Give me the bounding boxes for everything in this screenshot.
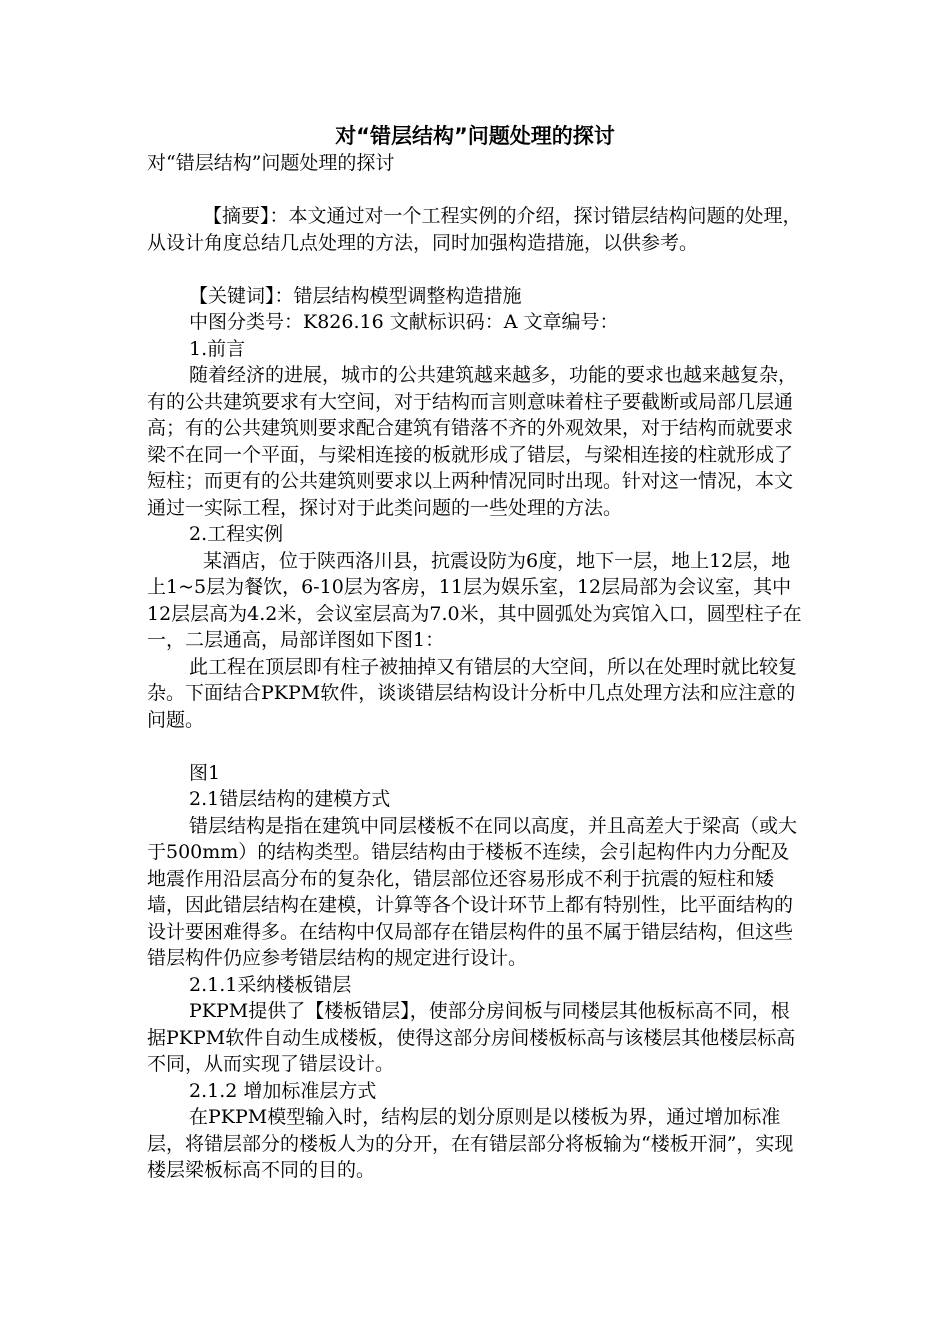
- section-2-paragraph-1: 某酒店，位于陕西洛川县，抗震设防为6度，地下一层，地上12层，地上1~5层为餐饮，6-10层为客房，11层为娱乐室，12层局部为会议室，其中12层层高为4.2米，会议室层高为7.0米，其中圆弧处为宾馆入口，圆型柱子在一，二层通高，局部详图如下图1：: [147, 549, 802, 651]
- figure-label: 图1: [189, 761, 221, 784]
- abstract-paragraph: 【摘要】：本文通过对一个工程实例的介绍，探讨错层结构问题的处理，从设计角度总结几点处理的方法，同时加强构造措施，以供参考。: [147, 205, 802, 254]
- section-2-paragraph-2: 此工程在顶层即有柱子被抽掉又有错层的大空间，所以在处理时就比较复杂。下面结合PKPM软件，谈谈错层结构设计分析中几点处理方法和应注意的问题。: [147, 655, 798, 731]
- section-1-heading: 1.前言: [189, 337, 246, 360]
- classification-line: 中图分类号：K826.16 文献标识码：A 文章编号：: [189, 311, 619, 333]
- section-1-paragraph: 随着经济的进展，城市的公共建筑越来越多，功能的要求也越来越复杂，有的公共建筑要求有大空间，对于结构而言则意味着柱子要截断或局部几层通高；有的公共建筑则要求配合建筑有错落不齐的外观效果，对于结构而就要求梁不在同一个平面，与梁相连接的板就形成了错层，与梁相连接的柱就形成了短柱；而更有的公共建筑则要求以上两种情况同时出现。针对这一情况，本文通过一实际工程，探讨对于此类问题的一些处理的方法。: [147, 364, 798, 519]
- section-2-1-paragraph: 错层结构是指在建筑中同层楼板不在同以高度，并且高差大于梁高（或大于500mm）的结构类型。错层结构由于楼板不连续，会引起构件内力分配及地震作用沿层高分布的复杂化，错层部位还容易形成不利于抗震的短柱和矮墙，因此错层结构在建模，计算等各个设计环节上都有特别性，比平面结构的设计要困难得多。在结构中仅局部存在错层构件的虽不属于错层结构，但这些错层构件仍应参考错层结构的规定进行设计。: [147, 814, 798, 969]
- document-subtitle: 对“错层结构”问题处理的探讨: [147, 152, 395, 174]
- section-2-1-2-heading: 2.1.2 增加标准层方式: [189, 1079, 377, 1102]
- document-body: [147, 150, 807, 1184]
- spacer: [147, 256, 807, 283]
- section-2-1-1-heading: 2.1.1采纳楼板错层: [189, 973, 352, 996]
- spacer: [147, 733, 807, 760]
- section-2-heading: 2.工程实例: [189, 523, 284, 545]
- document-title: 对“错层结构”问题处理的探讨: [335, 124, 615, 148]
- section-2-1-heading: 2.1错层结构的建模方式: [189, 788, 391, 810]
- keywords-paragraph: 【关键词】：错层结构模型调整构造措施: [189, 284, 522, 307]
- section-2-1-1-paragraph: PKPM提供了【楼板错层】，使部分房间板与同楼层其他板标高不同，根据PKPM软件自动生成楼板，使得这部分房间楼板标高与该楼层其他楼层标高不同，从而实现了错层设计。: [147, 1000, 796, 1075]
- section-2-1-2-paragraph: 在PKPM模型输入时，结构层的划分原则是以楼板为界，通过增加标准层，将错层部分的楼板人为的分开，在有错层部分将板输为“楼板开洞”，实现楼层梁板标高不同的目的。: [147, 1106, 794, 1181]
- spacer: [147, 177, 807, 204]
